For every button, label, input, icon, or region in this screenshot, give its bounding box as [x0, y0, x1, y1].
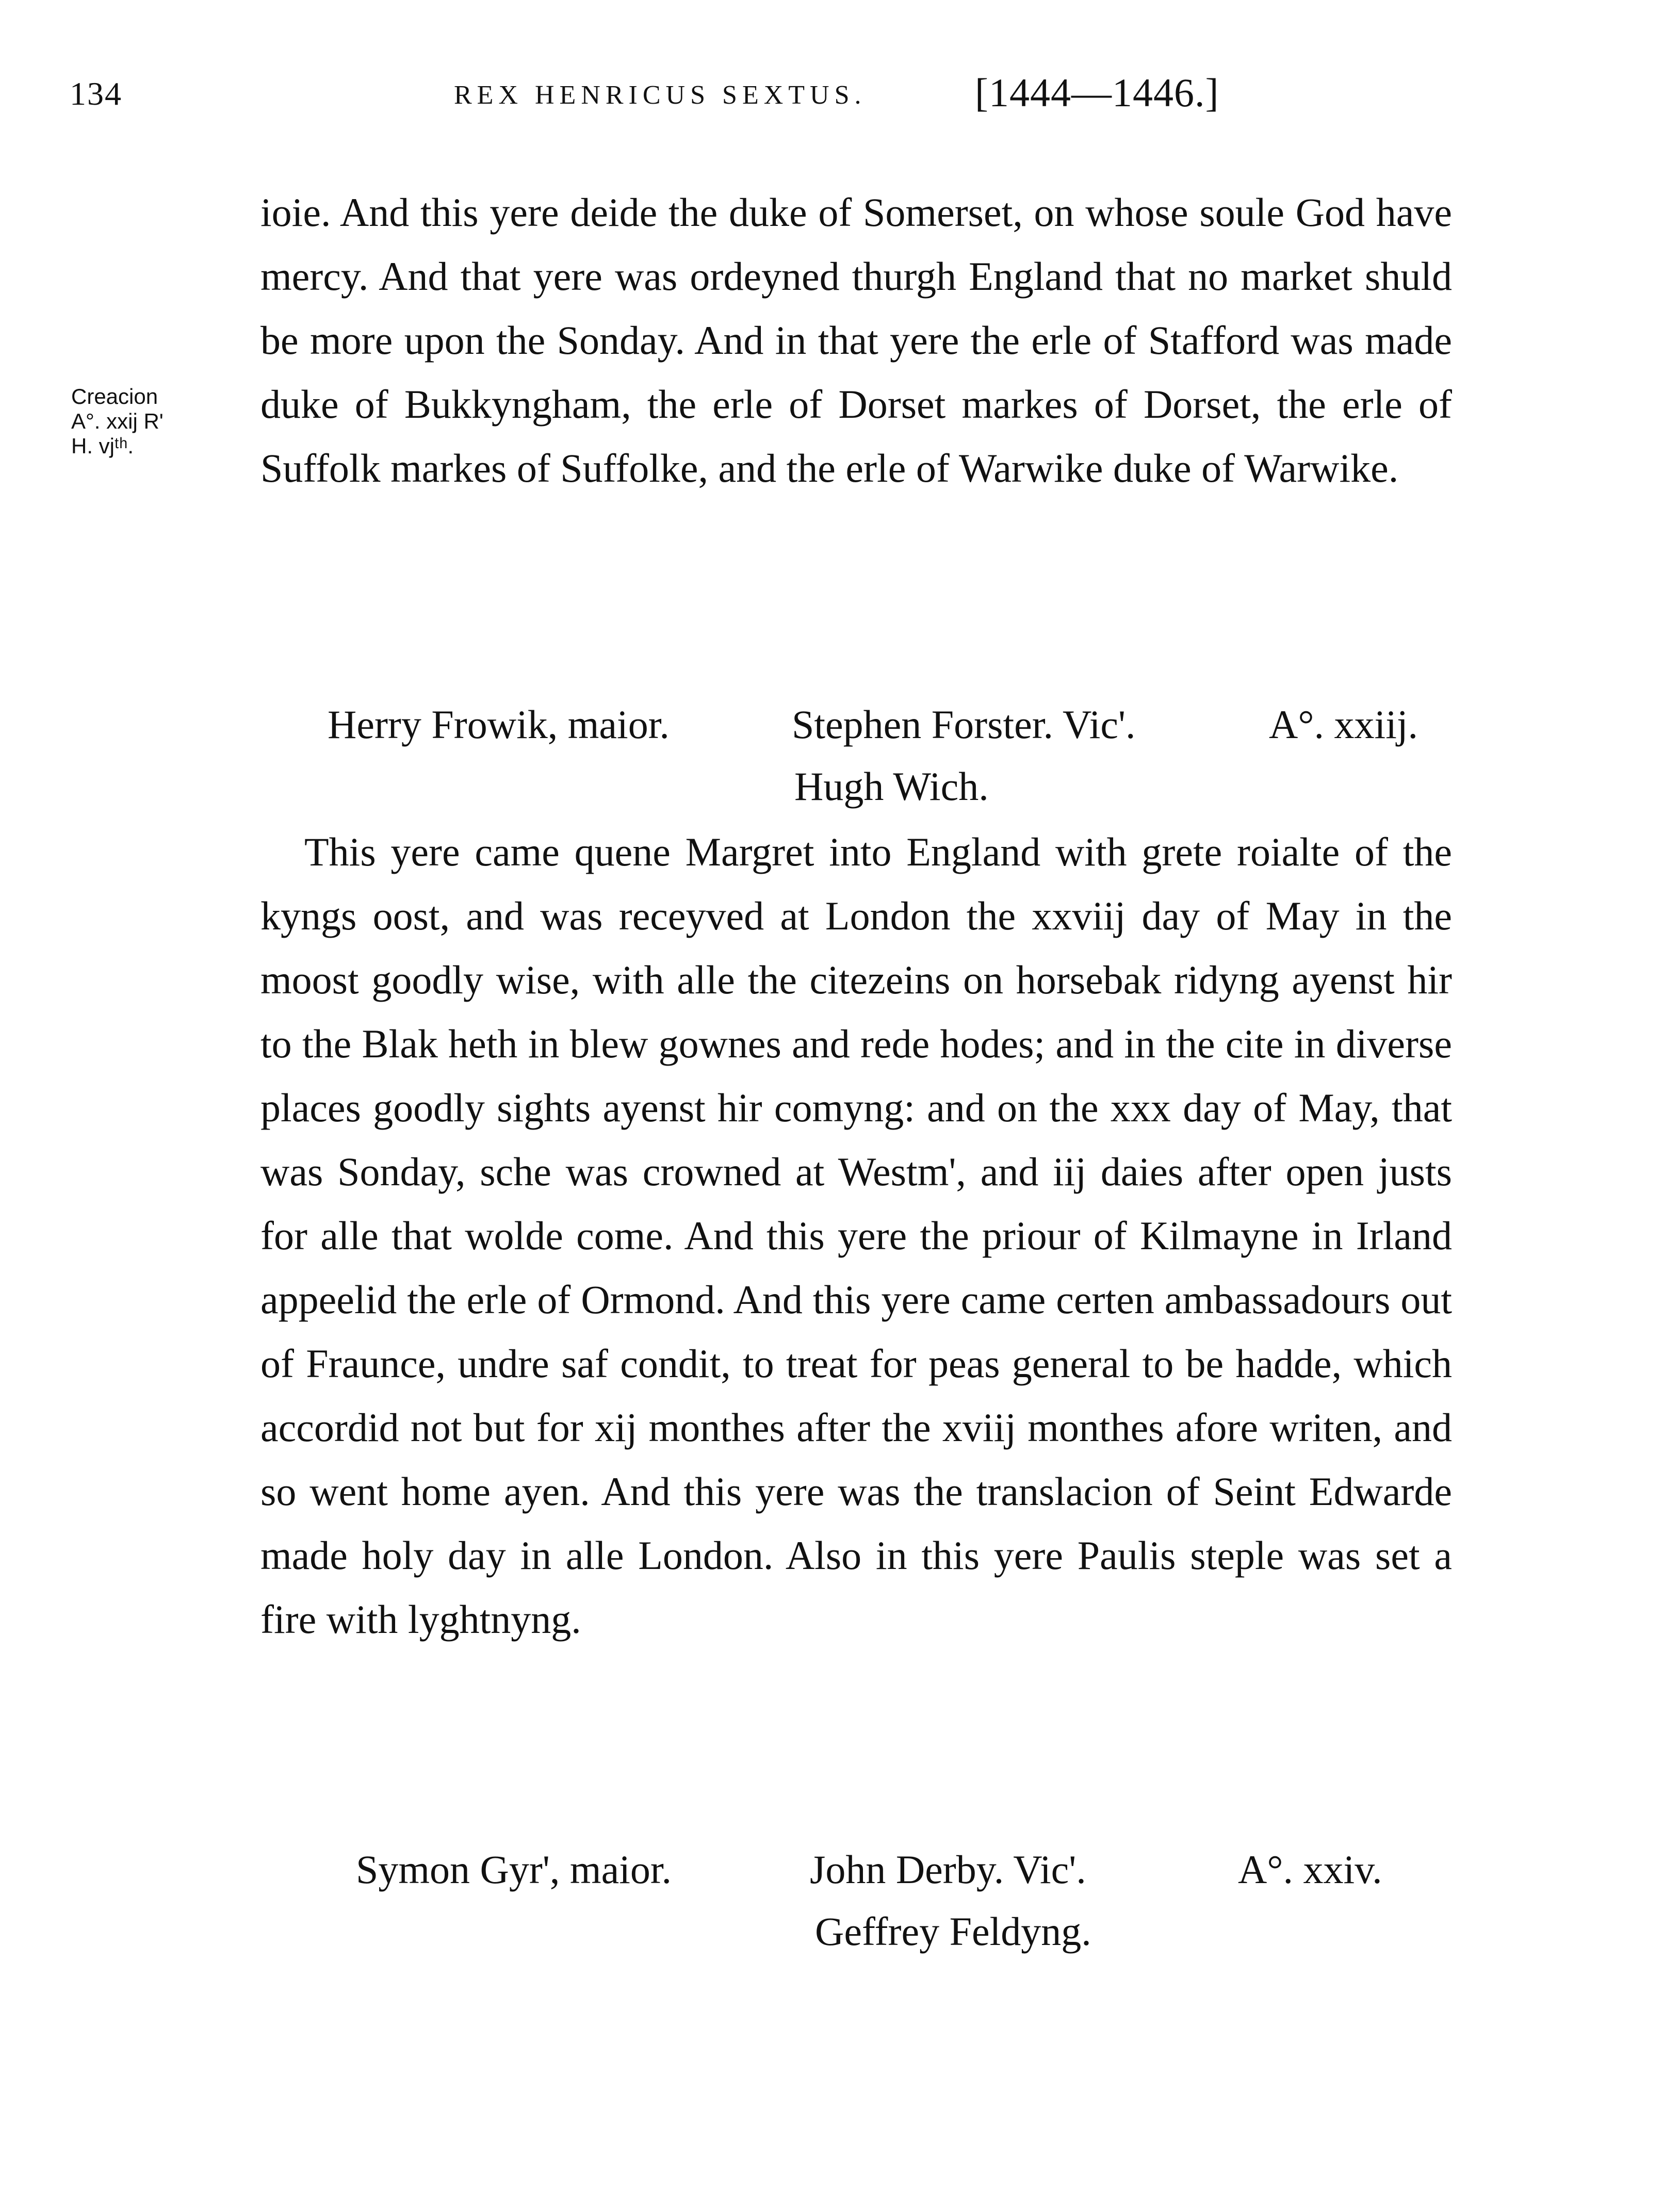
paragraph-2: This yere came quene Margret into England with grete roialte of the kyngs oost, and was receyved at London the xxviij day of May in the moost goodly wise, with alle the citezeins on horsebak ridyng ayenst hir to the Blak heth in blew gownes and rede hodes; and in the cite in diverse places goodly sights ayenst hir comyng: and on the xxx day of May, that was Sonday, sche was crowned at Westm', and iij daies after open justs for alle that wolde come. And this yere the priour of Kilmayne in Irland appeelid the erle of Ormond. And this yere came certen ambassadours out of Fraunce, undre saf condit, to treat for peas general to be hadde, which accordid not but for xij monthes after the xviij monthes afore writen, and so went home ayen. And this yere was the translacion of Seint Edwarde made holy day in alle London. Also in this yere Paulis steple was set a fire with lyghtnyng. [260, 829, 1452, 1642]
margin-note-line: H. vjᵗʰ. [71, 434, 134, 458]
sheriff-name-2: Geffrey Feldyng. [815, 1909, 1091, 1954]
mayor-name: Symon Gyr', maior. [356, 1847, 672, 1892]
page-header [0, 70, 1680, 132]
regnal-year: A°. xxiij. [1269, 702, 1418, 747]
page-number: 134 [70, 75, 122, 112]
running-title: REX HENRICUS SEXTUS. [454, 80, 867, 110]
margin-note [71, 384, 247, 459]
sheriff-name: Stephen Forster. Vic'. [792, 702, 1136, 747]
mayor-name: Herry Frowik, maior. [328, 702, 670, 747]
paragraph-1: ioie. And this yere deide the duke of Somerset, on whose soule God have mercy. And that yere was ordeyned thurgh England that no market shuld be more upon the Sonday. And in that yere the erle of Stafford was made duke of Bukkyngham, the erle of Dorset markes of Dorset, the erle of Suffolk markes of Suffolke, and the erle of Warwike duke of Warwike. [260, 190, 1452, 490]
margin-note-line: Creacion [71, 384, 158, 408]
regnal-year: A°. xxiv. [1238, 1847, 1382, 1892]
margin-note-line: A°. xxij R' [71, 409, 164, 433]
sheriff-name-2: Hugh Wich. [794, 764, 989, 809]
sheriff-name: John Derby. Vic'. [810, 1847, 1086, 1892]
running-years: [1444—1446.] [975, 70, 1219, 115]
